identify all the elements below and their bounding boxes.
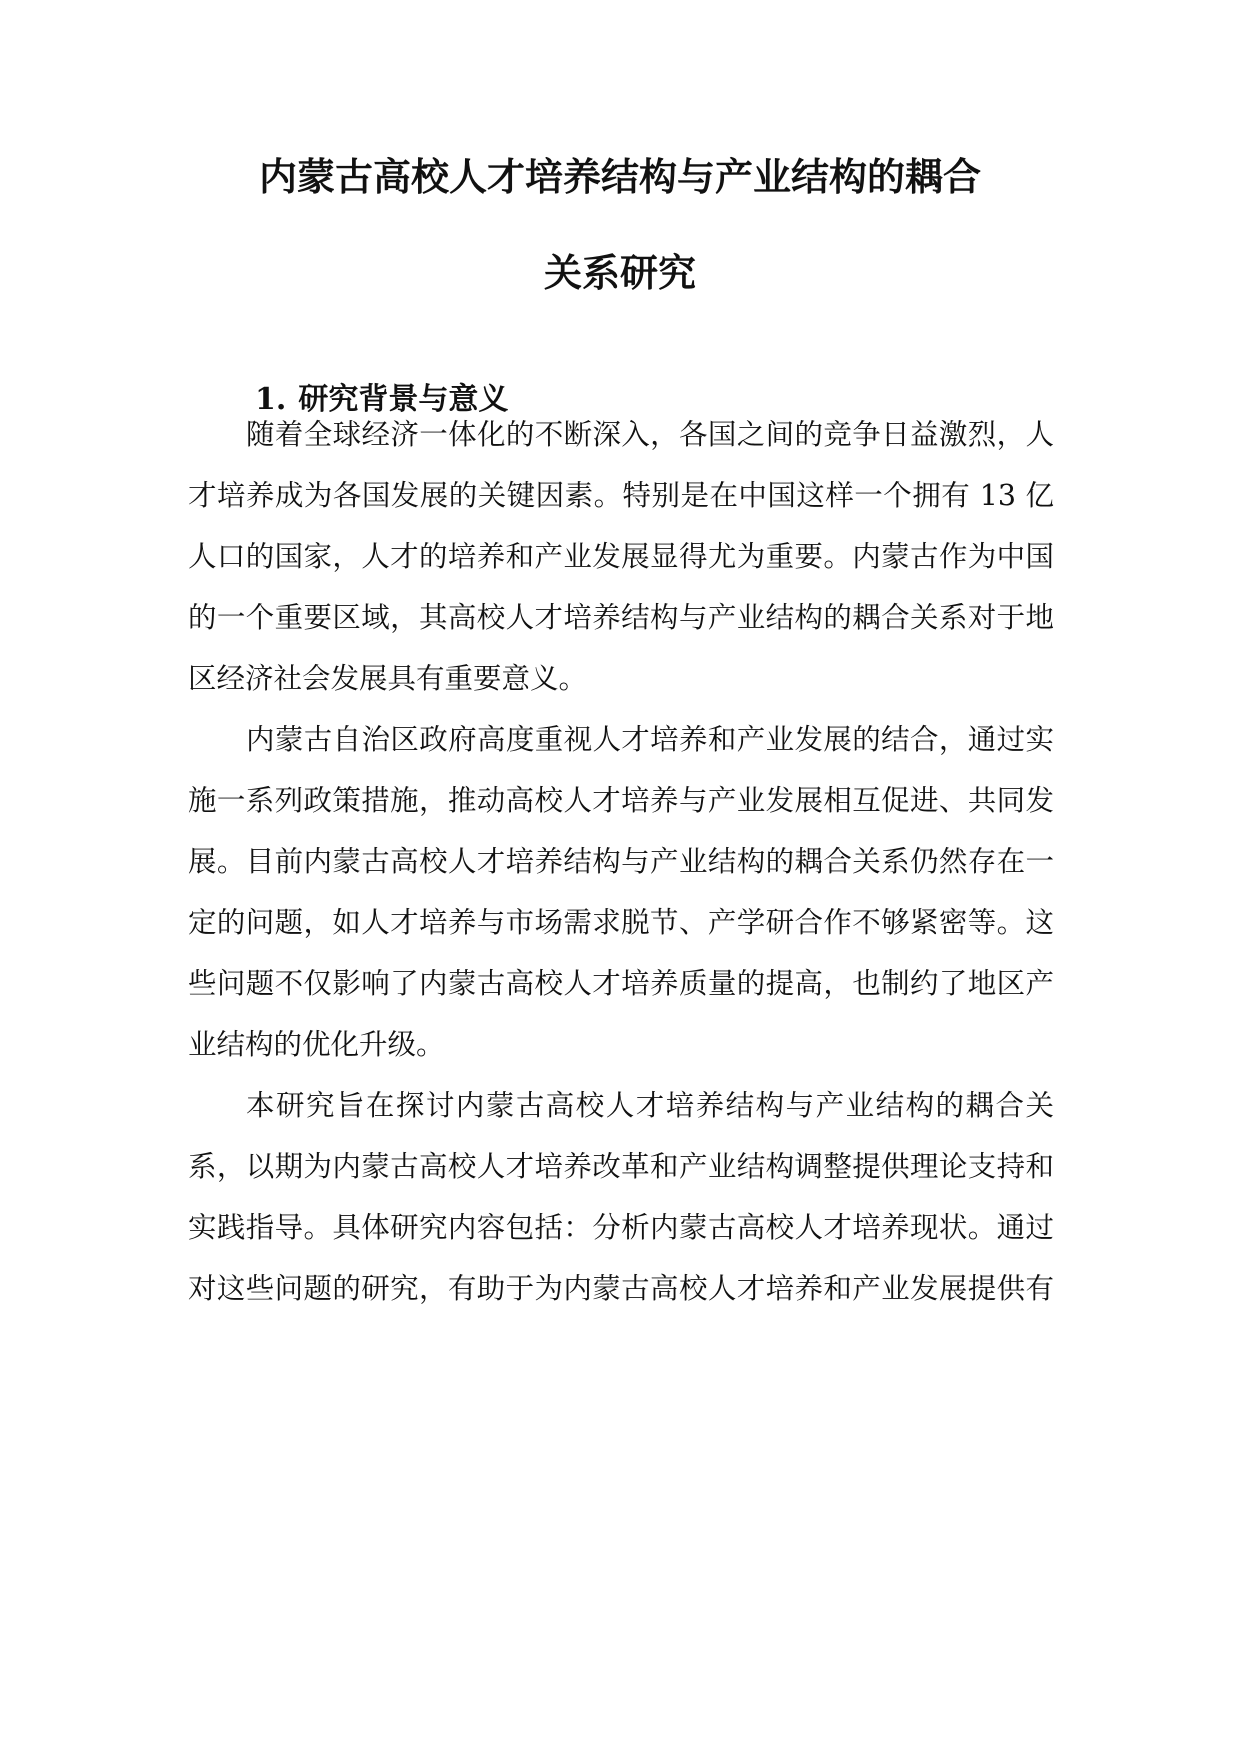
section-heading-text: 研究背景与意义 bbox=[298, 382, 509, 417]
document-title-line-1: 内蒙古高校人才培养结构与产业结构的耦合 bbox=[258, 154, 981, 199]
body-line: 本研究旨在探讨内蒙古高校人才培养结构与产业结构的耦合关 bbox=[246, 1089, 1054, 1122]
document-title-line-2: 关系研究 bbox=[543, 250, 696, 295]
body-line: 实践指导。具体研究内容包括：分析内蒙古高校人才培养现状。通过 bbox=[188, 1211, 1054, 1244]
body-line: 定的问题，如人才培养与市场需求脱节、产学研合作不够紧密等。这 bbox=[188, 906, 1054, 939]
body-line: 才培养成为各国发展的关键因素。特别是在中国这样一个拥有 13 亿 bbox=[188, 479, 1054, 512]
body-line: 区经济社会发展具有重要意义。 bbox=[188, 662, 588, 695]
body-line: 业结构的优化升级。 bbox=[188, 1028, 445, 1061]
body-line: 些问题不仅影响了内蒙古高校人才培养质量的提高，也制约了地区产 bbox=[188, 967, 1054, 1000]
body-line: 的一个重要区域，其高校人才培养结构与产业结构的耦合关系对于地 bbox=[188, 601, 1054, 634]
body-line: 随着全球经济一体化的不断深入，各国之间的竞争日益激烈，人 bbox=[246, 418, 1054, 451]
body-line: 施一系列政策措施，推动高校人才培养与产业发展相互促进、共同发 bbox=[188, 784, 1054, 817]
section-number: 1. bbox=[255, 382, 287, 417]
section-heading bbox=[255, 382, 508, 418]
body-line: 展。目前内蒙古高校人才培养结构与产业结构的耦合关系仍然存在一 bbox=[188, 845, 1054, 878]
body-line: 内蒙古自治区政府高度重视人才培养和产业发展的结合，通过实 bbox=[246, 723, 1054, 756]
body-line: 系，以期为内蒙古高校人才培养改革和产业结构调整提供理论支持和 bbox=[188, 1150, 1054, 1183]
body-line: 对这些问题的研究，有助于为内蒙古高校人才培养和产业发展提供有 bbox=[188, 1272, 1054, 1305]
body-line: 人口的国家，人才的培养和产业发展显得尤为重要。内蒙古作为中国 bbox=[188, 540, 1054, 573]
